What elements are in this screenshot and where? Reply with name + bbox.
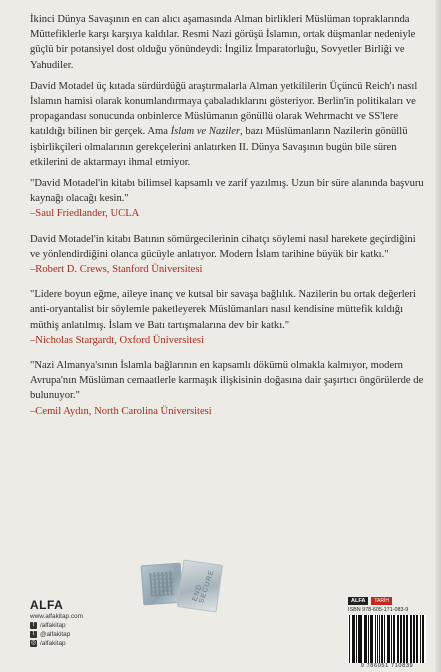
barcode-bar [368,615,369,663]
sticker-text: END SECURE [191,568,216,605]
barcode-bar [356,615,357,663]
description-paragraph-2: David Motadel üç kıtada sürdürdüğü araştırmalarla Alman yetkililerin Üçüncü Reich'ı nasıl İslamın hamisi olarak konumlandırmaya çabaladıklarını gösteriyor. Berlin'in politikaları ve propagandası sonucunda onbinlerce Müslümanın gönüllü olarak Wehrmacht ve SS'lere katıldığı bilinen bir gerçek. Ama İslam ve Naziler, bazı Müslümanların Nazilerin gönüllü işbirlikçileri olmalarının gerekçelerini anlatırken II. Dünya Savaşının bugün bile süren etkilerini de aktarmayı ihmal etmiyor. [30,80,418,168]
review-author: –Cemil Aydın, North Carolina Üniversitesi [30,405,212,417]
barcode-bar [365,615,366,663]
review-quote: David Motadel'in kitabı Batının sömürgecilerinin cihatçı söylemi nasıl harekete geçirdiğini ve yönlendirdiğini olanca gücüyle anlatıyor. Modern İslam tarihine büyük bir katkı." [30,233,416,260]
barcode-bar [422,615,424,663]
review-quote: "David Motadel'in kitabı bilimsel kapsamlı ve zarif yazılmış. Uzun bir süre alanında başvuru kaynağı olacağı kesin." [30,178,424,205]
barcode-number: 9 786051 710839 [360,663,414,669]
barcode-bar [375,615,376,663]
barcode-bar [400,615,402,663]
barcode-bar [413,615,414,663]
facebook-link[interactable]: f /alfakitap [30,621,83,630]
review-author: –Robert D. Crews, Stanford Üniversitesi [30,264,203,276]
barcode-bar [359,615,361,663]
cover-edge [435,0,441,672]
barcode-series-badge: TARİH [371,597,392,605]
barcode-bar [364,615,365,663]
barcode-bar [377,615,378,663]
barcode-bar [416,615,417,663]
twitter-icon: t [30,631,37,638]
barcode-bar [403,615,404,663]
website-link[interactable]: www.alfakitap.com [30,613,83,620]
barcode-bar [371,615,372,663]
security-label-sticker [177,559,223,612]
barcode-bar [384,615,385,663]
barcode-block [348,597,426,669]
barcode-bar [388,615,389,663]
barcode-header [348,597,426,605]
review-author: –Saul Friedlander, UCLA [30,208,140,220]
barcode-bar [406,615,407,663]
barcode-bar [410,615,411,663]
facebook-icon: f [30,622,37,629]
barcode-bar [370,615,371,663]
barcode-bar [404,615,405,663]
barcode-bar [379,615,380,663]
review-quote: "Lidere boyun eğme, aileye inanç ve kutsal bir savaşa bağlılık. Nazilerin bu ortak değerleri anti-oryantalist bir söylemle paketleyerek Müslümanları nasıl kendisine müttefik kıldığı müthiş anlatılmış. İslam ve Batı tartışmalarına dev bir katkı." [30,289,416,331]
barcode-bar [349,615,350,663]
publisher-logo: ALFA [30,598,64,612]
publisher-info [30,598,83,648]
barcode-bar [353,615,354,663]
barcode-bar [387,615,388,663]
barcode-bar [358,615,359,663]
review-author: –Nicholas Stargardt, Oxford Üniversitesi [30,334,204,346]
barcode-bar [394,615,395,663]
barcode-bar [393,615,394,663]
twitter-link[interactable]: t @alfakitap [30,630,83,639]
barcode-bar [417,615,418,663]
security-stickers [142,562,222,617]
barcode-bars [348,615,426,663]
barcode-bar [352,615,353,663]
instagram-icon: ◎ [30,640,37,646]
barcode-bar [381,615,383,663]
book-title: İslam ve Naziler [170,126,241,138]
barcode-bar [391,615,392,663]
review-quote: "Nazi Almanya'sının İslamla bağlarının en kapsamlı dökümü olmakla kalmıyor, modern Avrupa'nın Müslüman cemaatlerle karmaşık ilişkisinin doğasına dair şaşırtıcı öngörülerde de bulunuyor." [30,360,424,402]
barcode-publisher-badge: ALFA [348,597,368,605]
description-paragraph-1: İkinci Dünya Savaşının en can alıcı aşamasında Alman birlikleri Müslüman topraklarında Müttefiklerle karşı karşıya kaldılar. Resmi Nazi görüşü İslamın, ortak düşmanlar nedeniyle güçlü bir potansiyel dost olduğu yönündeydi: İngiliz İmparatorluğu, Sovyetler Birliği ve Yahudiler. [30,14,416,71]
back-cover-text [30,12,425,429]
isbn-text: ISBN 978-605-171-083-9 [348,607,409,613]
instagram-link[interactable]: ◎ /alfakitap [30,640,66,647]
barcode-bar [411,615,412,663]
barcode-bar [397,615,398,663]
barcode-bar [420,615,421,663]
